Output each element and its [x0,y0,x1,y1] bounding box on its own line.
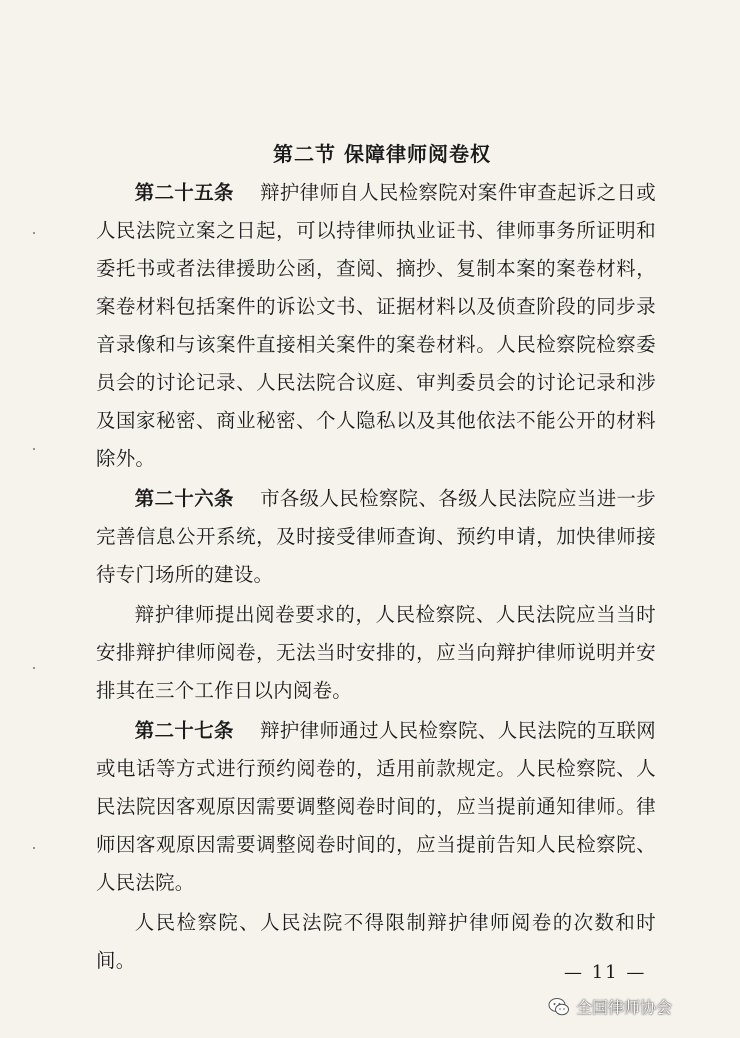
article-number: 第二十七条 [134,719,254,742]
scan-mark [33,667,35,669]
article-text: 市各级人民检察院、各级人民法院应当进一步完善信息公开系统，及时接受律师查询、预约申请，加快律师接待专门场所的建设。 [96,487,656,586]
article-text: 人民检察院、人民法院不得限制辩护律师阅卷的次数和时间。 [96,911,656,972]
article-paragraph [96,712,656,902]
wechat-icon [548,997,570,1017]
source-watermark [548,995,672,1018]
page-number: — 11 — [564,962,647,983]
article-paragraph [96,596,656,710]
article-number: 第二十五条 [134,181,254,204]
article-text: 辩护律师提出阅卷要求的，人民检察院、人民法院应当当时安排辩护律师阅卷，无法当时安排的，应当向辩护律师说明并安排其在三个工作日以内阅卷。 [96,603,656,702]
scan-mark [33,448,35,450]
scan-mark [33,847,35,849]
article-paragraph [96,174,656,478]
article-text: 辩护律师自人民检察院对案件审查起诉之日或人民法院立案之日起，可以持律师执业证书、律师事务所证明和委托书或者法律援助公函，查阅、摘抄、复制本案的案卷材料，案卷材料包括案件的诉讼文书、证据材料以及侦查阶段的同步录音录像和与该案件直接相关案件的案卷材料。人民检察院检察委员会的讨论记录、人民法院合议庭、审判委员会的讨论记录和涉及国家秘密、商业秘密、个人隐私以及其他依法不能公开的材料除外。 [96,181,656,470]
article-paragraph [96,480,656,594]
section-title: 第二节 保障律师阅卷权 [273,142,491,166]
watermark-label: 全国律师协会 [576,998,673,1017]
article-number: 第二十六条 [134,487,254,510]
article-text: 辩护律师通过人民检察院、人民法院的互联网或电话等方式进行预约阅卷的，适用前款规定。人民检察院、人民法院因客观原因需要调整阅卷时间的，应当提前通知律师。律师因客观原因需要调整阅卷时间的，应当提前告知人民检察院、人民法院。 [96,719,656,894]
document-body [96,140,656,980]
scan-mark [33,232,35,234]
